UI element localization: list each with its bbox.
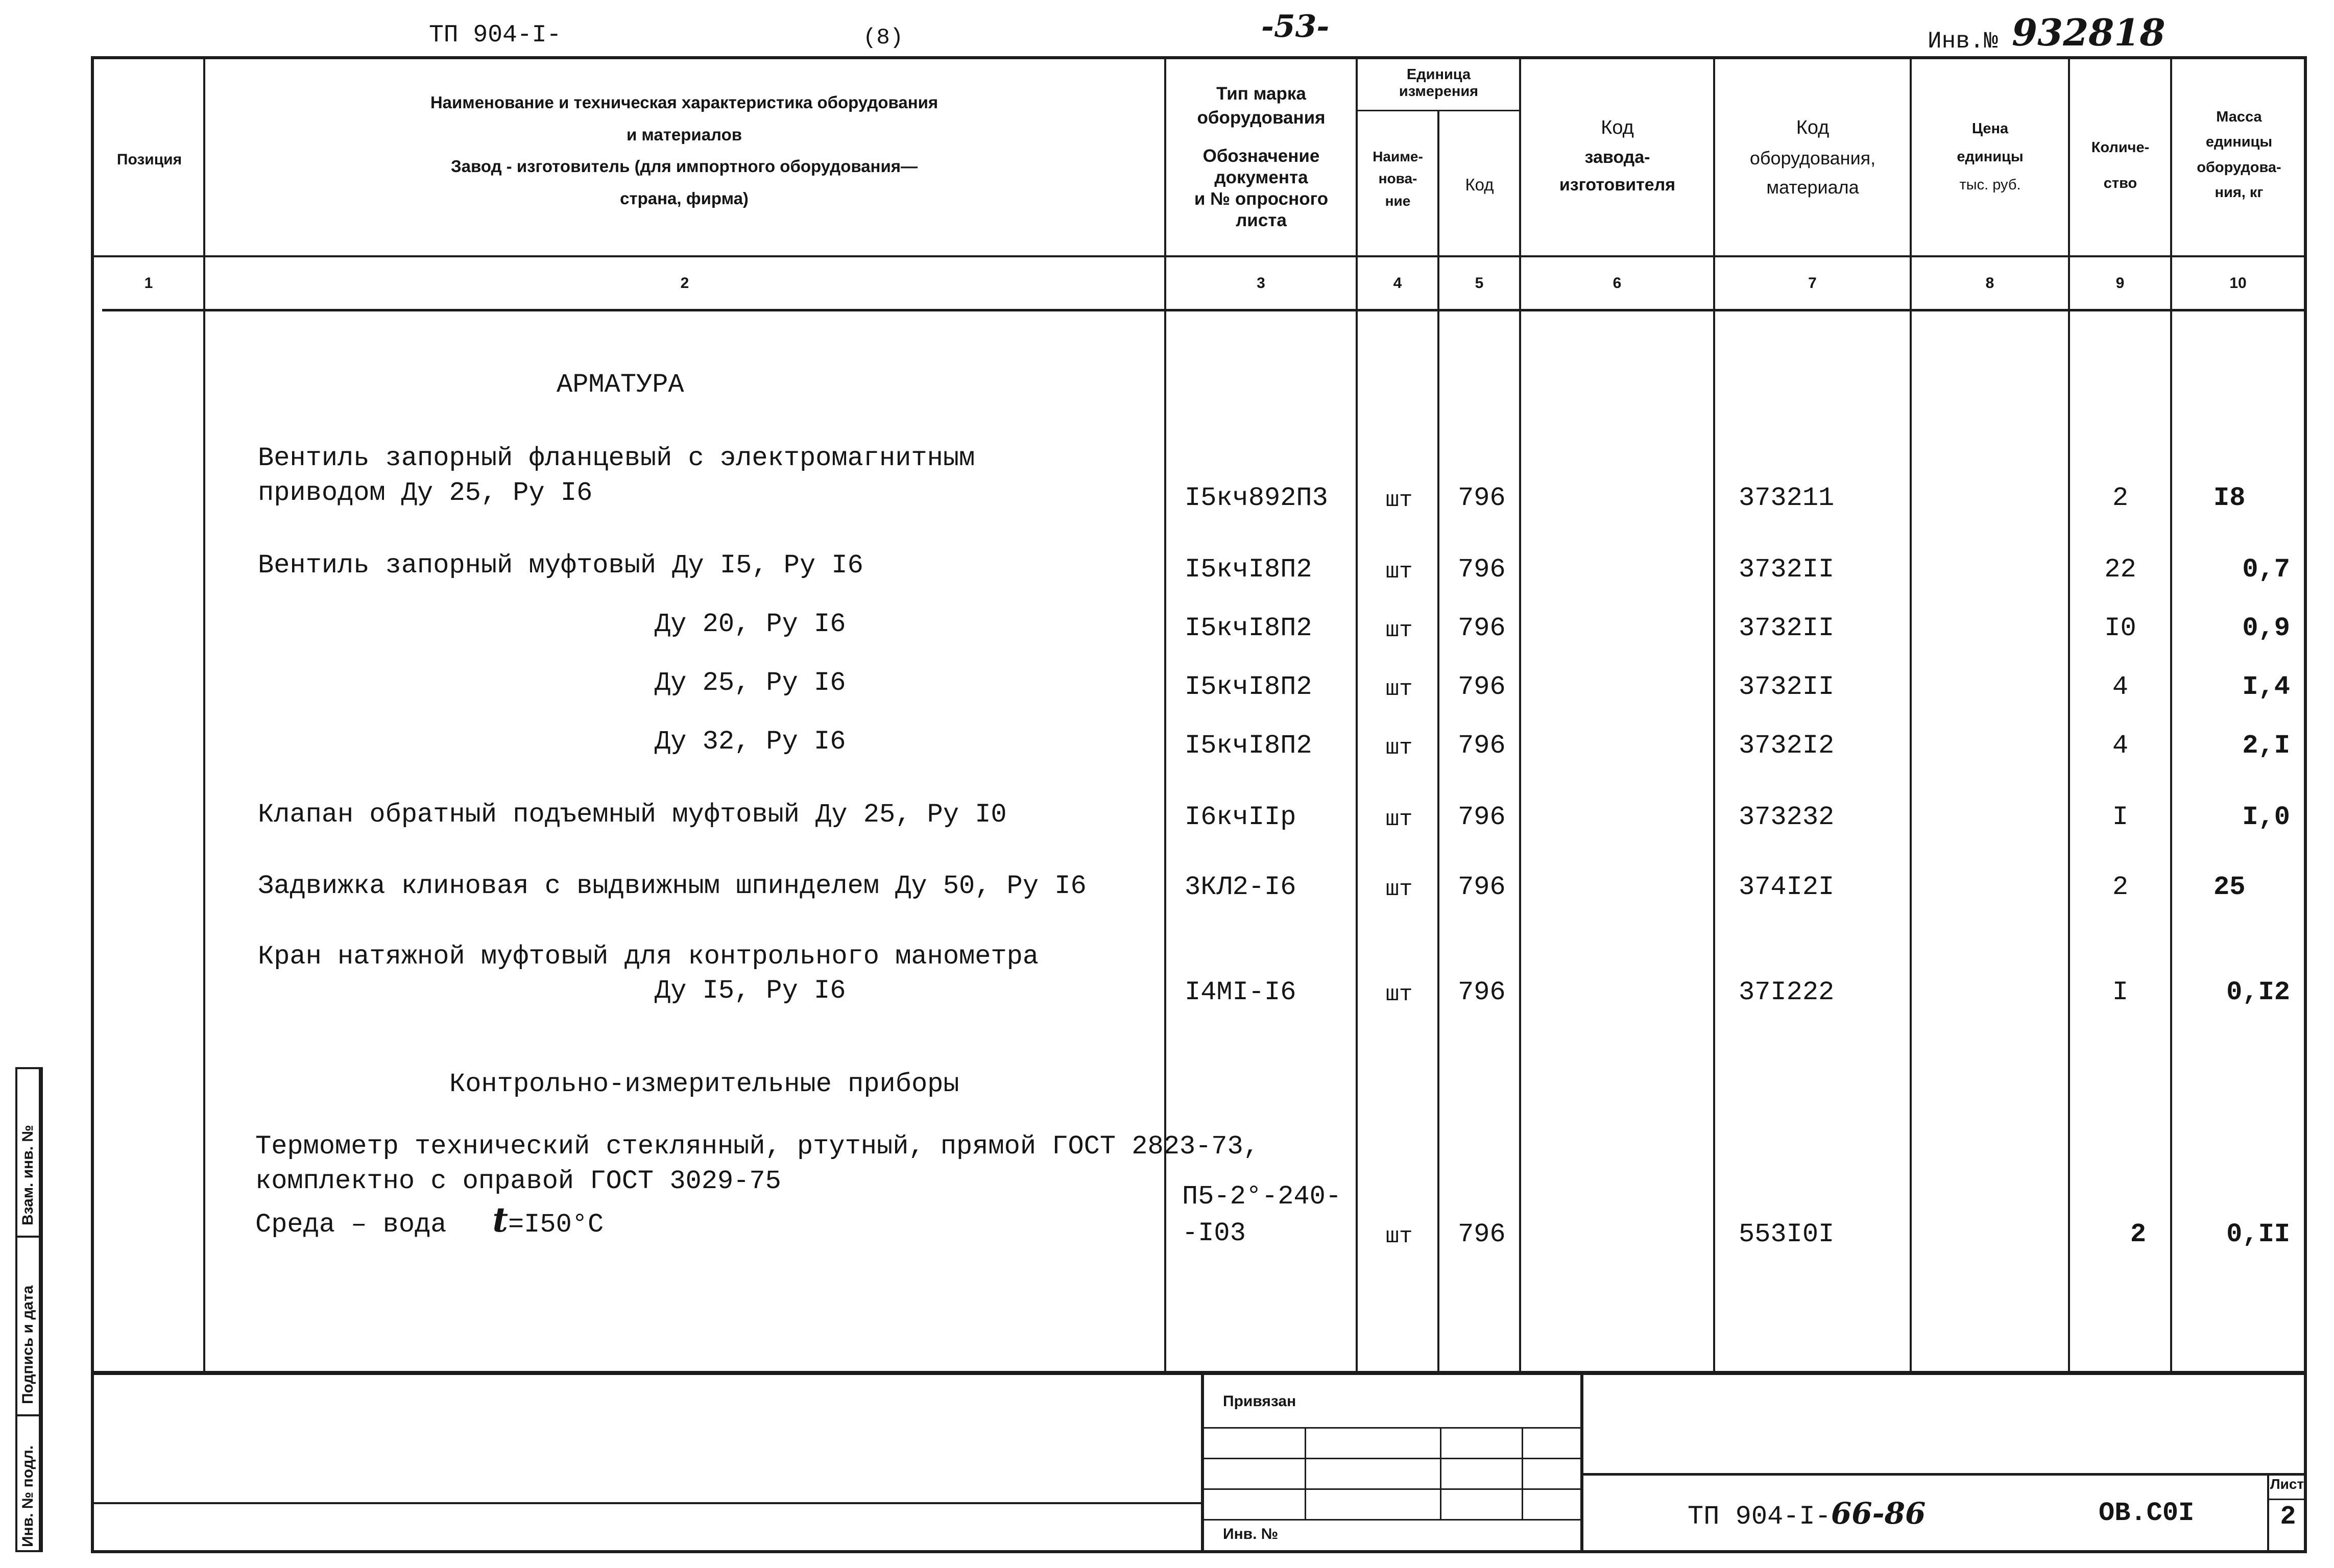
doc-code-top: ТП 904-I- [429,21,562,49]
row-5-unit-code: 796 [1458,731,1506,761]
col-header-unit-name: Наиме- нова- ние [1373,149,1423,209]
row-3-type: I5кчI8П2 [1185,613,1312,643]
row-5-name: Ду 32, Ру I6 [655,727,846,757]
footer-stamp-code: ТП 904-I-66-86 [1688,1496,1926,1532]
row-2-code: 3732II [1739,554,1835,585]
row-1-qty: 2 [2112,483,2129,513]
footer-list-number: 2 [2280,1502,2296,1532]
col-number-6: 6 [1613,275,1622,292]
row-1-unit: шт [1385,488,1413,513]
row-3-unit-code: 796 [1458,613,1506,643]
col-header-name: Наименование и техническая характеристика оборудования и материалов Завод - изготовитель (для импортного оборудования— страна, фирма) [430,93,939,208]
row-2-unit: шт [1385,559,1413,585]
col-header-price: Цена единицы тыс. руб. [1957,120,2024,194]
col-header-unit-code: Код [1465,175,1494,194]
row-3-code: 3732II [1739,613,1835,643]
row-8-name-line-1: Кран натяжной муфтовый для контрольного манометра [258,942,1039,972]
row-2-name: Вентиль запорный муфтовый Ду I5, Ру I6 [258,550,863,581]
row-8-unit: шт [1385,982,1413,1007]
row-4-type: I5кчI8П2 [1185,672,1312,702]
side-label-vzam-inv: Взам. инв. № [19,1125,36,1225]
row-7-code: 374I2I [1739,872,1835,902]
col-header-position: Позиция [116,151,182,168]
row-9-name-line-3: Среда – вода t=I50°C [255,1200,604,1240]
row-5-type: I5кчI8П2 [1185,731,1312,761]
row-7-name: Задвижка клиновая с выдвижным шпинделем Ду 50, Ру I6 [258,871,1087,901]
row-3-name: Ду 20, Ру I6 [655,609,846,639]
row-9-type-line-1: П5-2°-240- [1182,1181,1342,1212]
row-9-code: 553I0I [1739,1219,1835,1249]
row-7-mass: 25 [2213,872,2246,902]
col-number-9: 9 [2115,275,2125,292]
col-number-10: 10 [2229,275,2247,292]
row-8-mass: 0,I2 [2226,977,2290,1007]
row-6-name: Клапан обратный подъемный муфтовый Ду 25, Ру I0 [258,800,1007,830]
row-3-mass: 0,9 [2242,613,2290,643]
col-header-type: Тип марка оборудования Обозначение документа и № опросного листа [1194,84,1329,230]
row-1-name-line-2: приводом Ду 25, Ру I6 [258,478,593,508]
inventory-label: Инв.№ [1928,28,1999,55]
col-number-8: 8 [1985,275,1994,292]
side-label-signature-date: Подпись и дата [19,1285,36,1404]
col-header-quantity: Количе- ство [2091,139,2150,191]
footer-list-label: Лист [2270,1476,2304,1492]
row-4-qty: 4 [2112,672,2129,702]
row-6-unit: шт [1385,807,1413,832]
row-1-code: 373211 [1739,483,1835,513]
row-3-qty: I0 [2104,613,2136,643]
side-label-inv-podl: Инв. № подл. [19,1445,36,1547]
footer-privyazan-label: Привязан [1223,1393,1296,1410]
row-8-code: 37I222 [1739,977,1835,1007]
row-8-unit-code: 796 [1458,977,1506,1007]
footer-inv-number-label: Инв. № [1223,1526,1279,1542]
row-1-unit-code: 796 [1458,483,1506,513]
row-8-type: I4MI-I6 [1185,977,1296,1007]
col-number-3: 3 [1257,275,1265,292]
col-number-5: 5 [1475,275,1484,292]
row-8-qty: I [2112,977,2129,1007]
row-7-qty: 2 [2112,872,2129,902]
row-6-qty: I [2112,802,2129,832]
row-4-mass: I,4 [2242,672,2290,702]
row-4-unit: шт [1385,677,1413,702]
section-title-kip: Контрольно-измерительные приборы [449,1069,959,1099]
sheet-number: (8) [863,25,904,51]
page-number: -53- [1261,9,1330,44]
row-2-mass: 0,7 [2242,554,2290,585]
section-title-armatura: АРМАТУРА [557,370,684,400]
row-2-unit-code: 796 [1458,554,1506,585]
row-6-type: I6кчIIр [1185,802,1296,832]
row-1-type: I5кч892П3 [1185,483,1328,513]
row-4-name: Ду 25, Ру I6 [655,668,846,698]
col-number-4: 4 [1393,275,1402,292]
row-9-name-line-1: Термометр технический стеклянный, ртутный, прямой ГОСТ 2823-73, [255,1131,1259,1162]
row-5-code: 3732I2 [1739,731,1835,761]
row-8-name-line-2: Ду I5, Ру I6 [655,976,846,1006]
row-9-unit: шт [1385,1224,1413,1249]
row-9-mass: 0,II [2226,1219,2290,1249]
row-1-name-line-1: Вентиль запорный фланцевый с электромагнитным [258,443,975,473]
row-2-qty: 22 [2104,554,2136,585]
col-header-mass: Масса единицы оборудова- ния, кг [2197,109,2281,201]
col-header-unit-group: Единица измерения [1399,66,1479,100]
row-6-mass: I,0 [2242,802,2290,832]
row-1-mass: I8 [2213,483,2246,513]
row-3-unit: шт [1385,618,1413,643]
row-9-unit-code: 796 [1458,1219,1506,1249]
row-5-mass: 2,I [2242,731,2290,761]
col-number-7: 7 [1808,275,1817,292]
row-9-qty: 2 [2130,1219,2147,1249]
footer-sheet-code: ОВ.С0I [2099,1498,2195,1528]
row-4-unit-code: 796 [1458,672,1506,702]
row-9-name-line-2: комплектно с оправой ГОСТ 3029-75 [255,1166,781,1196]
row-6-code: 373232 [1739,802,1835,832]
row-6-unit-code: 796 [1458,802,1506,832]
row-7-unit-code: 796 [1458,872,1506,902]
row-5-qty: 4 [2112,731,2129,761]
row-5-unit: шт [1385,735,1413,761]
col-header-factory-code: Код завода- изготовителя [1559,117,1676,195]
inventory-number: 932818 [2012,11,2165,54]
col-header-material-code: Код оборудования, материала [1749,117,1876,198]
row-7-type: 3КЛ2-I6 [1185,872,1296,902]
row-7-unit: шт [1385,877,1413,902]
col-number-1: 1 [144,275,153,292]
row-4-code: 3732II [1739,672,1835,702]
row-2-type: I5кчI8П2 [1185,554,1312,585]
col-number-2: 2 [680,275,689,292]
row-9-type-line-2: -I03 [1182,1218,1246,1248]
